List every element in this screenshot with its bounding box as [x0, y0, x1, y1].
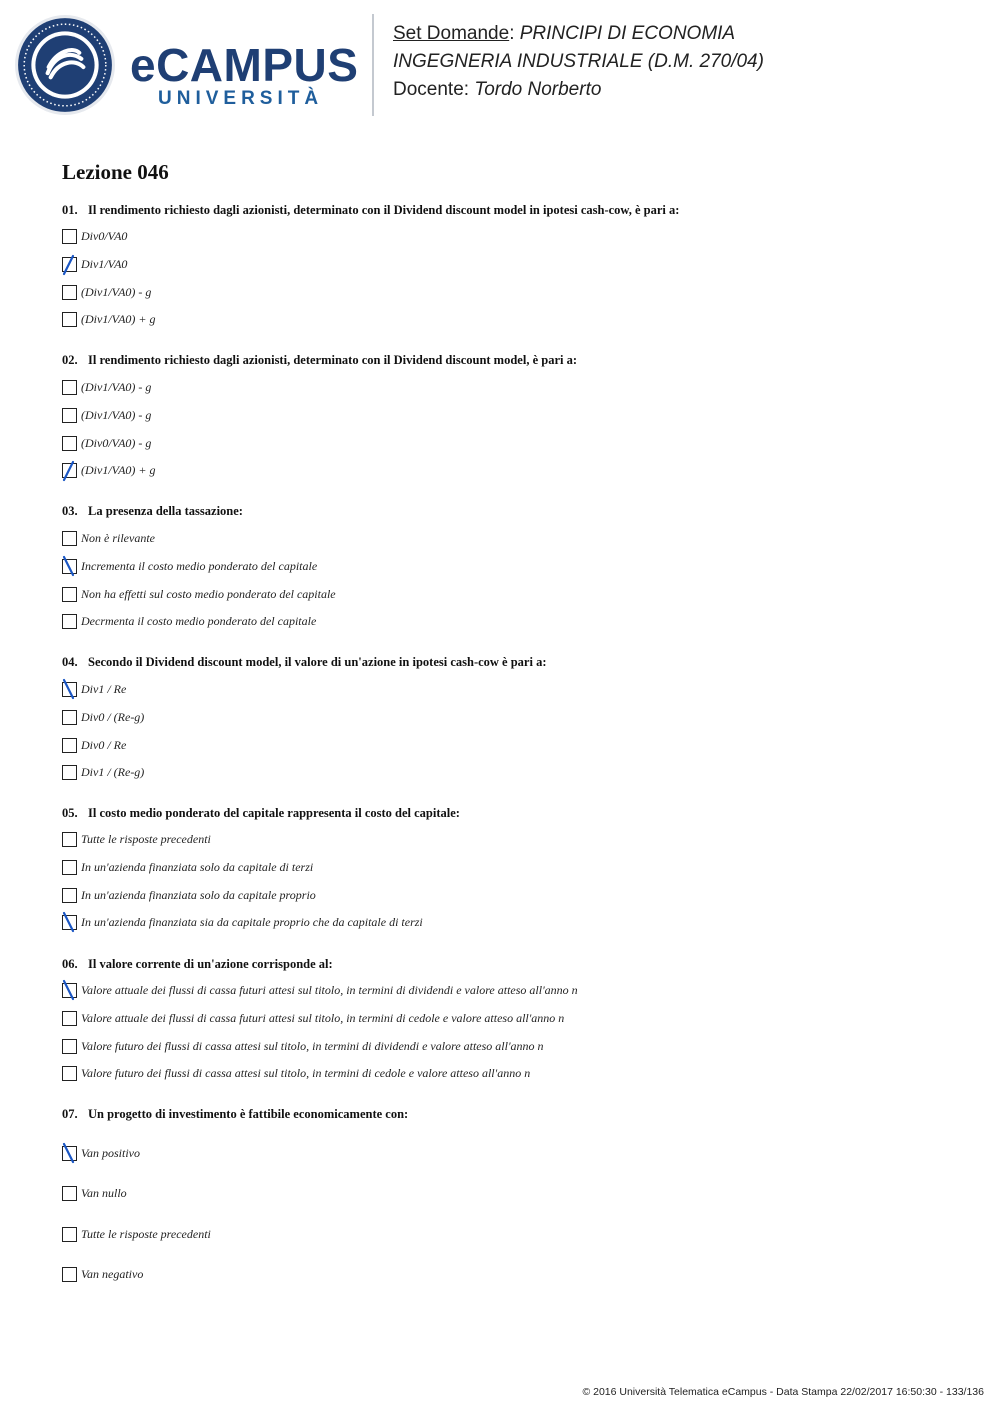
answer-text: Van negativo: [81, 1267, 144, 1281]
question-heading: [62, 203, 679, 218]
answer-text: Decrmenta il costo medio ponderato del capitale: [81, 614, 317, 628]
answer-checkbox[interactable]: [62, 587, 77, 602]
pen-check-mark-icon: [61, 556, 77, 578]
answer-text: Tutte le risposte precedenti: [81, 1227, 211, 1241]
question-number: 05.: [62, 806, 78, 820]
answer-text: Div1 / (Re-g): [81, 765, 145, 779]
answer-text: (Div1/VA0) - g: [81, 408, 152, 422]
answer-checkbox[interactable]: [62, 888, 77, 903]
question-number: 03.: [62, 504, 78, 518]
answer-checkbox[interactable]: [62, 738, 77, 753]
header-divider: [372, 14, 374, 116]
question-number: 04.: [62, 655, 78, 669]
answer-text: (Div1/VA0) + g: [81, 463, 156, 477]
teacher-name: Tordo Norberto: [474, 79, 602, 100]
answer-text: Van positivo: [81, 1146, 140, 1160]
logo-brand-text: eCAMPUS: [130, 39, 359, 91]
university-seal-logo: [14, 14, 116, 116]
logo-subtitle-text: UNIVERSITÀ: [158, 88, 324, 109]
answer-checkbox[interactable]: [62, 380, 77, 395]
answer-text: In un'azienda finanziata solo da capitale proprio: [81, 888, 316, 902]
answer-text: Div1/VA0: [81, 257, 128, 271]
question-heading: [62, 806, 460, 821]
course-info: [393, 20, 983, 104]
answer-checkbox[interactable]: [62, 1039, 77, 1054]
answer-text: (Div1/VA0) - g: [81, 285, 152, 299]
answer-text: Non ha effetti sul costo medio ponderato del capitale: [81, 587, 336, 601]
question-text: Il rendimento richiesto dagli azionisti, determinato con il Dividend discount model in ipotesi cash-cow, è pari a:: [88, 203, 680, 217]
answer-text: Valore attuale dei flussi di cassa futuri attesi sul titolo, in termini di cedole e valore atteso all'anno n: [81, 1011, 565, 1025]
answer-checkbox[interactable]: [62, 1066, 77, 1081]
question-heading: [62, 957, 333, 972]
set-label: Set Domande: [393, 23, 510, 44]
answer-text: Div0/VA0: [81, 229, 128, 243]
pen-check-mark-icon: [61, 1143, 77, 1165]
answer-checkbox[interactable]: [62, 229, 77, 244]
footer-copyright: © 2016 Università Telematica eCampus - Data Stampa 22/02/2017 16:50:30 - 133/136: [582, 1386, 984, 1398]
answer-text: In un'azienda finanziata sia da capitale proprio che da capitale di terzi: [81, 915, 423, 929]
question-text: Un progetto di investimento è fattibile economicamente con:: [88, 1107, 409, 1121]
teacher-line: [393, 76, 983, 104]
course-name-2: INGEGNERIA INDUSTRIALE (D.M. 270/04): [393, 51, 764, 72]
answer-checkbox[interactable]: [62, 436, 77, 451]
question-heading: [62, 504, 243, 519]
answer-checkbox[interactable]: [62, 1267, 77, 1282]
question-number: 02.: [62, 353, 78, 367]
question-number: 07.: [62, 1107, 78, 1121]
answer-text: Van nullo: [81, 1186, 127, 1200]
answer-checkbox[interactable]: [62, 765, 77, 780]
answer-text: Valore futuro dei flussi di cassa attesi sul titolo, in termini di dividendi e valore atteso all'anno n: [81, 1039, 544, 1053]
teacher-label: Docente:: [393, 79, 475, 100]
answer-text: Valore attuale dei flussi di cassa futuri attesi sul titolo, in termini di dividendi e valore atteso all'anno n: [81, 983, 578, 997]
answer-checkbox[interactable]: [62, 285, 77, 300]
answer-text: In un'azienda finanziata solo da capitale di terzi: [81, 860, 314, 874]
answer-checkbox[interactable]: [62, 1186, 77, 1201]
answer-text: Div0 / Re: [81, 738, 127, 752]
answer-checkbox[interactable]: [62, 408, 77, 423]
question-text: Secondo il Dividend discount model, il valore di un'azione in ipotesi cash-cow è pari a:: [88, 655, 547, 669]
answer-text: Div0 / (Re-g): [81, 710, 145, 724]
course-name-1: PRINCIPI DI ECONOMIA: [519, 23, 736, 44]
answer-checkbox[interactable]: [62, 710, 77, 725]
question-text: Il valore corrente di un'azione corrisponde al:: [88, 957, 333, 971]
pen-check-mark-icon: [61, 254, 77, 276]
answer-text: Incrementa il costo medio ponderato del capitale: [81, 559, 318, 573]
pen-check-mark-icon: [61, 460, 77, 482]
question-text: Il rendimento richiesto dagli azionisti, determinato con il Dividend discount model, è pari a:: [88, 353, 578, 367]
answer-checkbox[interactable]: [62, 1011, 77, 1026]
question-text: La presenza della tassazione:: [88, 504, 243, 518]
course-line-1: [393, 20, 983, 48]
question-heading: [62, 1107, 408, 1122]
pen-check-mark-icon: [61, 980, 77, 1002]
question-text: Il costo medio ponderato del capitale rappresenta il costo del capitale:: [88, 806, 460, 820]
question-heading: [62, 353, 577, 368]
answer-checkbox[interactable]: [62, 832, 77, 847]
set-colon: :: [509, 23, 520, 44]
answer-text: (Div1/VA0) + g: [81, 312, 156, 326]
answer-checkbox[interactable]: [62, 1227, 77, 1242]
answer-text: Valore futuro dei flussi di cassa attesi sul titolo, in termini di cedole e valore atteso all'anno n: [81, 1066, 531, 1080]
answer-text: Non è rilevante: [81, 531, 155, 545]
answer-text: Div1 / Re: [81, 682, 127, 696]
pen-check-mark-icon: [61, 912, 77, 934]
question-heading: [62, 655, 546, 670]
answer-checkbox[interactable]: [62, 531, 77, 546]
answer-text: (Div1/VA0) - g: [81, 380, 152, 394]
pen-check-mark-icon: [61, 679, 77, 701]
ecampus-wordmark: [130, 39, 360, 114]
lesson-title: Lezione 046: [62, 160, 169, 184]
question-number: 01.: [62, 203, 78, 217]
answer-checkbox[interactable]: [62, 860, 77, 875]
answer-checkbox[interactable]: [62, 614, 77, 629]
answer-text: Tutte le risposte precedenti: [81, 832, 211, 846]
answer-checkbox[interactable]: [62, 312, 77, 327]
question-number: 06.: [62, 957, 78, 971]
answer-text: (Div0/VA0) - g: [81, 436, 152, 450]
